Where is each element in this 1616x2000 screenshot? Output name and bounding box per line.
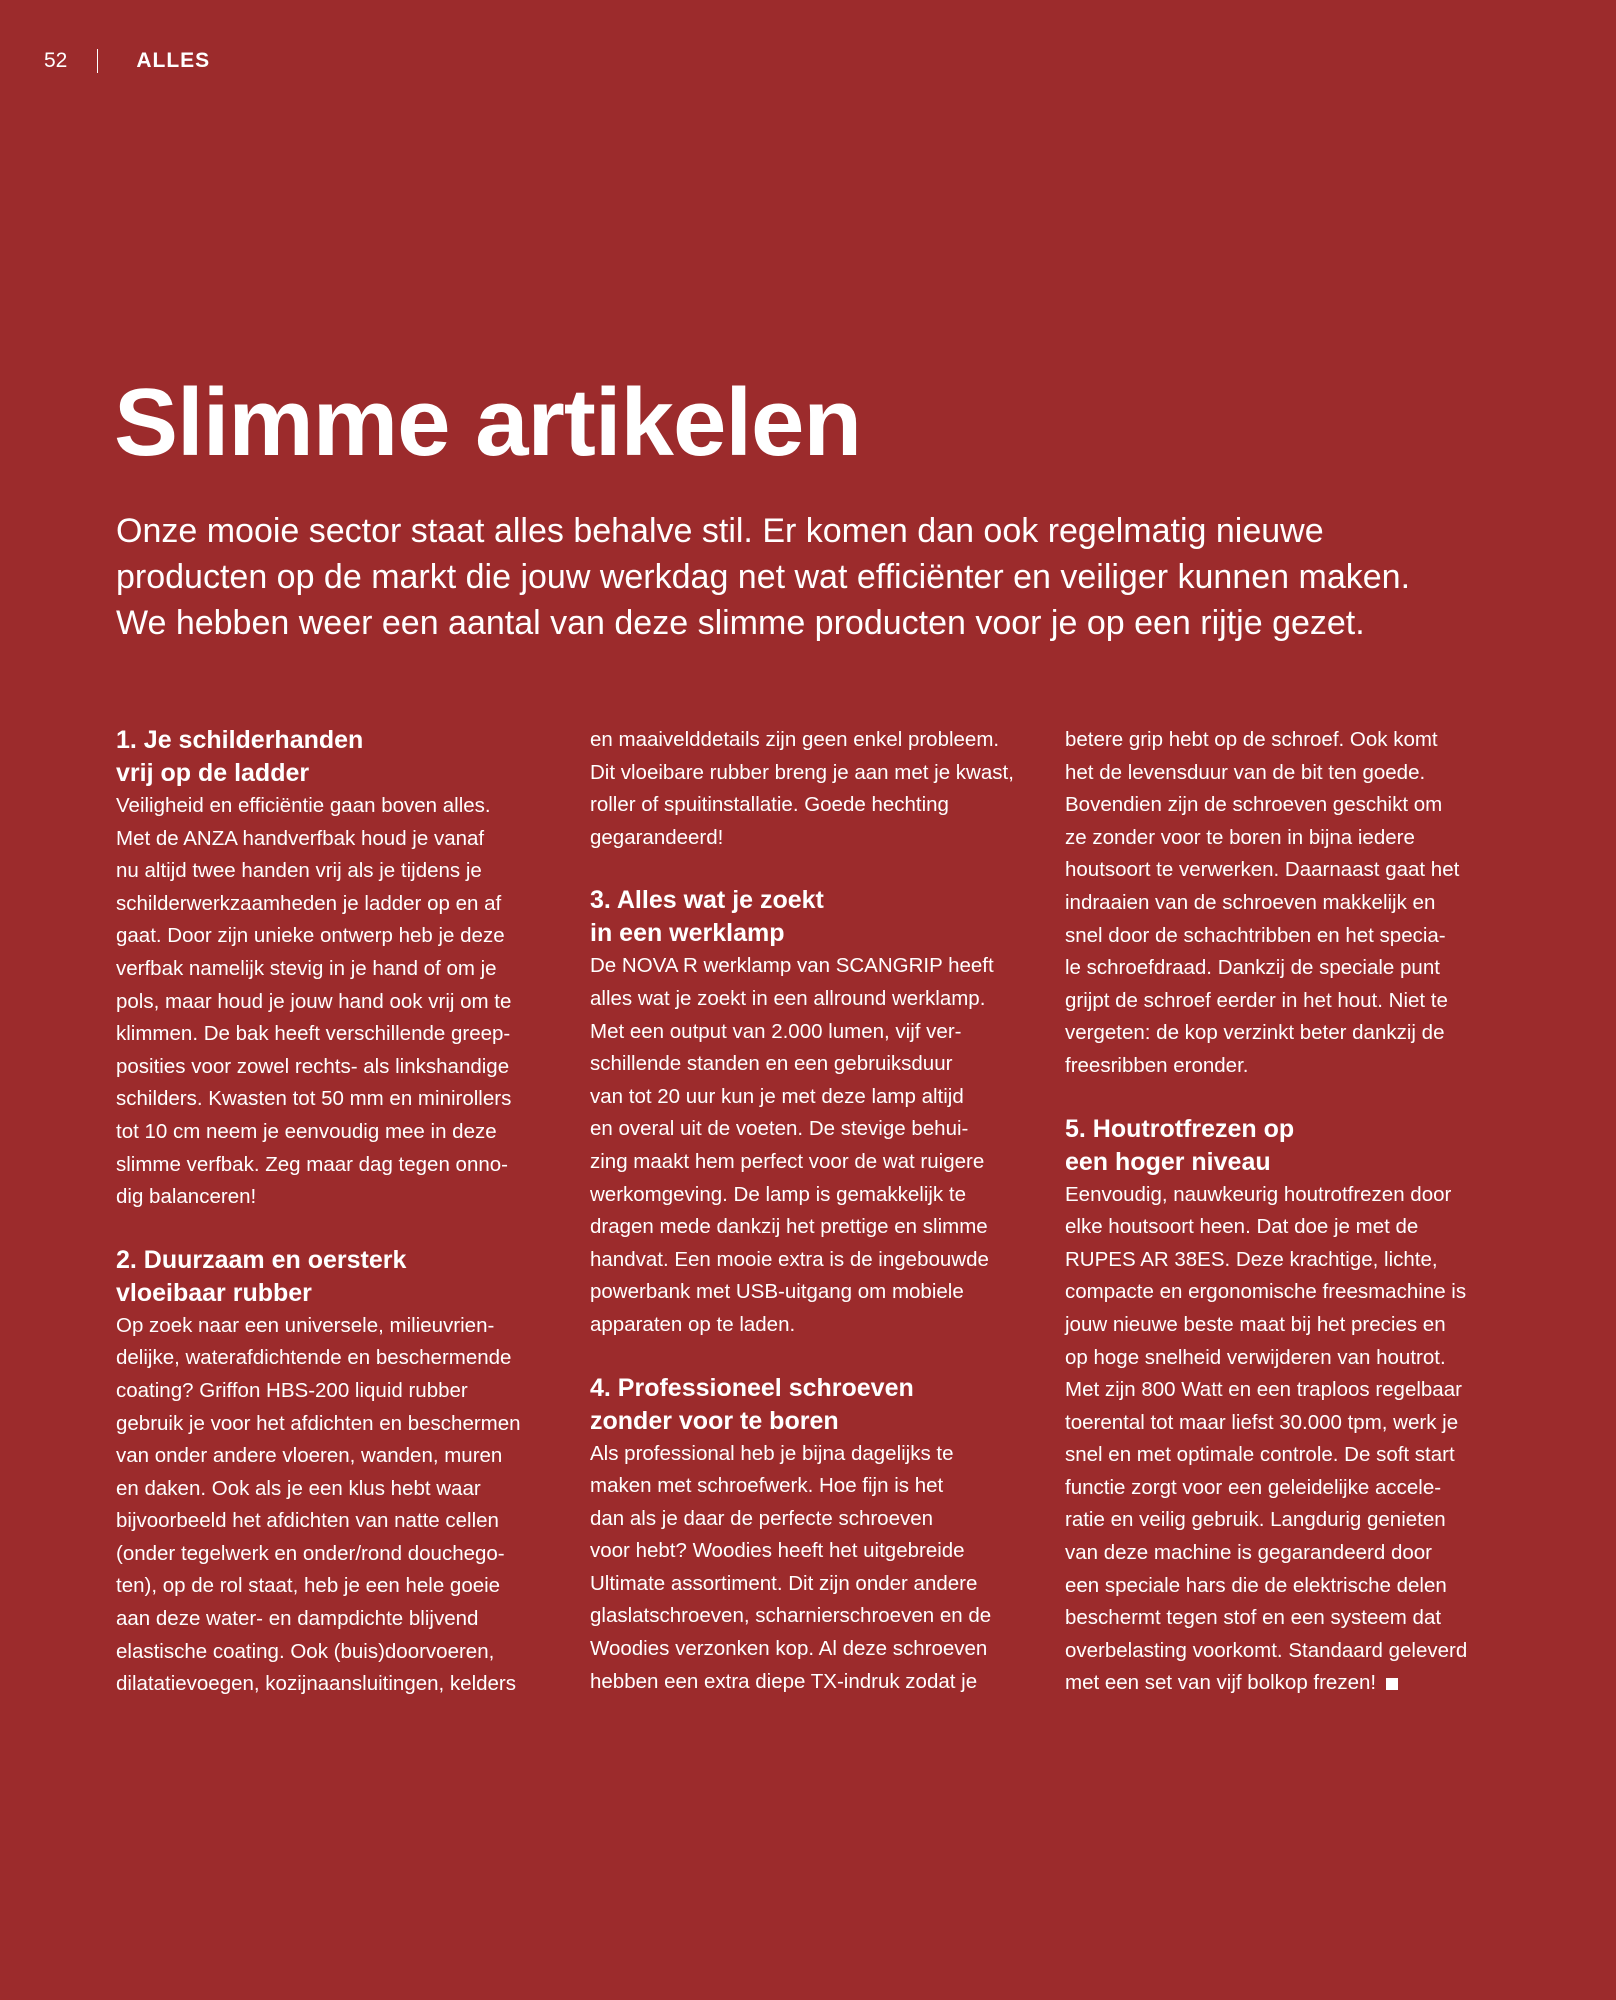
article-2 [116,1244,556,1701]
article-body-text: Eenvoudig, nauwkeurig houtrotfrezen door elke houtsoort heen. Dat doe je met de RUPES AR 38ES. Deze krachtige, lichte, compacte en ergonomische freesmachine is jouw nieuwe beste maat bij het precies en op hoge snelheid verwijderen van houtrot. Met zijn 800 Watt en een traploos regelbaar toerental tot maar liefst 30.000 tpm, werk je snel en met optimale controle. De soft start functie zorgt voor een geleidelijke accele- ratie en veilig gebruik. Langdurig genieten van deze machine is gegarandeerd door een speciale hars die de elektrische delen beschermt tegen stof en een systeem dat overbelasting voorkomt. Standaard geleverd met een set van vijf bolkop frezen! [1065,1182,1468,1695]
page-header [44,46,210,76]
article-body: en maaivelddetails zijn geen enkel probleem. Dit vloeibare rubber breng je aan met je kwast, roller of spuitinstallatie. Goede hechting gegarandeerd! [590,728,1014,849]
section-label: ALLES [136,49,211,72]
article-3 [590,884,1030,1341]
end-of-article-square-icon [1386,1678,1398,1690]
article-4-continued [1065,724,1505,1083]
article-body: Op zoek naar een universele, milieuvrien- delijke, waterafdichtende en beschermende coating? Griffon HBS-200 liquid rubber gebruik je voor het afdichten en beschermen van onder andere vloeren, wanden, muren en daken. Ook als je een klus hebt waar bijvoorbeeld het afdichten van natte cellen (onder tegelwerk en onder/rond douchego- ten), op de rol staat, heb je een hele goeie aan deze water- en dampdichte blijvend elastische coating. Ook (buis)doorvoeren, dilatatievoegen, kozijnaansluitingen, kelders [116,1313,521,1696]
article-4 [590,1372,1030,1699]
header-divider [97,49,98,73]
article-2-continued [590,724,1030,854]
article-body: De NOVA R werklamp van SCANGRIP heeft alles wat je zoekt in een allround werklamp. Met een output van 2.000 lumen, vijf ver- schillende standen en een gebruiksduur van tot 20 uur kun je met deze lamp altijd en overal uit de voeten. De stevige behui- zing maakt hem perfect voor de wat ruigere werkomgeving. De lamp is gemakkelijk te dragen mede dankzij het prettige en slimme handvat. Een mooie extra is de ingebouwde powerbank met USB-uitgang om mobiele apparaten op te laden. [590,954,994,1336]
article-body: Als professional heb je bijna dagelijks te maken met schroefwerk. Hoe fijn is het dan als je daar de perfecte schroeven voor hebt? Woodies heeft het uitgebreide Ultimate assortiment. Dit zijn onder andere glaslatschroeven, scharnierschroeven en de Woodies verzonken kop. Al deze schroeven hebben een extra diepe TX-indruk zodat je [590,1441,992,1693]
article-heading: 2. Duurzaam en oersterk vloeibaar rubber [116,1245,407,1307]
article-body [1065,1179,1505,1701]
page-number: 52 [44,49,68,72]
article-heading: 4. Professioneel schroeven zonder voor te boren [590,1373,914,1435]
text-column-3 [1065,724,1505,1730]
text-column-2 [590,724,1030,1728]
article-body: betere grip hebt op de schroef. Ook komt het de levensduur van de bit ten goede. Bovendien zijn de schroeven geschikt om ze zonder voor te boren in bijna iedere houtsoort te verwerken. Daarnaast gaat het indraaien van de schroeven makkelijk en snel door de schachtribben en het specia- le schroefdraad. Dankzij de speciale punt grijpt de schroef eerder in het hout. Niet te vergeten: de kop verzinkt beter dankzij de freesribben eronder. [1065,728,1460,1077]
intro-paragraph: Onze mooie sector staat alles behalve stil. Er komen dan ook regelmatig nieuwe producten op de markt die jouw werkdag net wat efficiënter en veiliger kunnen maken. We hebben weer een aantal van deze slimme producten voor je op een rijtje gezet. [116,512,1411,642]
text-column-1 [116,724,556,1731]
article-5 [1065,1113,1505,1701]
article-heading: 1. Je schilderhanden vrij op de ladder [116,726,364,787]
article-heading: 3. Alles wat je zoekt in een werklamp [590,886,824,948]
article-heading: 5. Houtrotfrezen op een hoger niveau [1065,1114,1295,1176]
page-title: Slimme artikelen [114,369,862,476]
article-body: Veiligheid en efficiëntie gaan boven alles. Met de ANZA handverfbak houd je vanaf nu altijd twee handen vrij als je tijdens je schilderwerkzaamheden je ladder op en af gaat. Door zijn unieke ontwerp heb je deze verfbak namelijk stevig in je hand of om je pols, maar houd je jouw hand ook vrij om te klimmen. De bak heeft verschillende greep- posities voor zowel rechts- als linkshandige schilders. Kwasten tot 50 mm en minirollers tot 10 cm neem je eenvoudig mee in deze slimme verfbak. Zeg maar dag tegen onno- dig balanceren! [116,794,512,1209]
article-1 [116,724,556,1214]
